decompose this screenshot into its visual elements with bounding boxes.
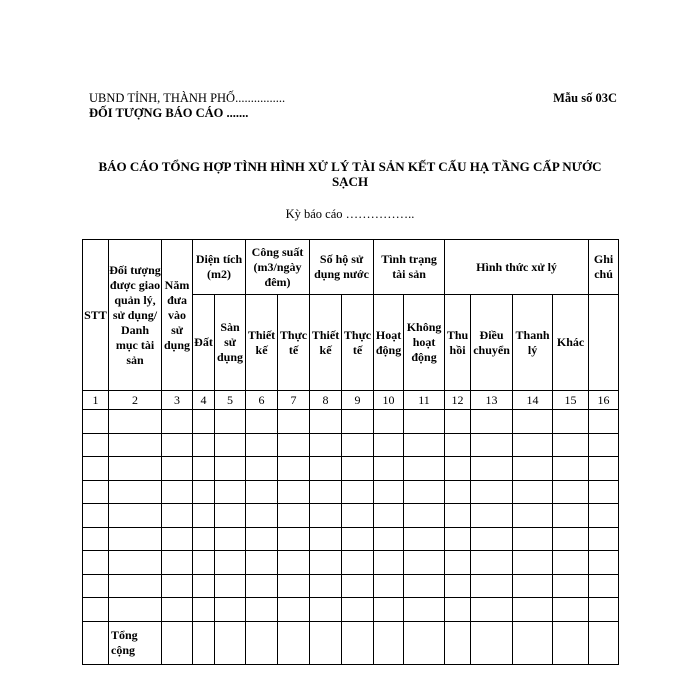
table-cell[interactable] bbox=[109, 551, 162, 575]
table-cell[interactable] bbox=[553, 433, 589, 457]
table-cell[interactable] bbox=[513, 457, 553, 481]
table-cell[interactable] bbox=[278, 457, 310, 481]
form-number: Mẫu số 03C bbox=[553, 91, 617, 105]
table-cell[interactable] bbox=[404, 527, 445, 551]
column-index-cell: 10 bbox=[374, 391, 404, 410]
col-entity: Đối tượng được giao quản lý, sử dụng/ Danh mục tài sản bbox=[109, 240, 162, 391]
table-cell[interactable] bbox=[513, 527, 553, 551]
table-cell[interactable] bbox=[589, 504, 619, 528]
table-cell[interactable] bbox=[109, 598, 162, 622]
table-cell[interactable] bbox=[278, 551, 310, 575]
table-cell[interactable] bbox=[162, 551, 193, 575]
table-cell[interactable] bbox=[215, 574, 246, 598]
table-cell[interactable] bbox=[109, 574, 162, 598]
table-cell[interactable] bbox=[404, 433, 445, 457]
table-cell[interactable] bbox=[193, 410, 215, 434]
total-cell[interactable] bbox=[374, 621, 404, 664]
total-label: Tổng cộng bbox=[109, 621, 162, 664]
col-stt: STT bbox=[83, 240, 109, 391]
table-row bbox=[83, 598, 619, 622]
table-cell[interactable] bbox=[404, 574, 445, 598]
header-org: UBND TỈNH, THÀNH PHỐ................ bbox=[89, 91, 286, 105]
table-row bbox=[83, 457, 619, 481]
table-cell[interactable] bbox=[471, 480, 513, 504]
header-subject: ĐỐI TƯỢNG BÁO CÁO ....... bbox=[89, 106, 249, 120]
table-cell[interactable] bbox=[83, 410, 109, 434]
table-cell[interactable] bbox=[310, 598, 342, 622]
table-cell[interactable] bbox=[342, 598, 374, 622]
table-cell[interactable] bbox=[215, 457, 246, 481]
table-cell[interactable] bbox=[278, 527, 310, 551]
table-cell[interactable] bbox=[193, 527, 215, 551]
table-cell[interactable] bbox=[513, 598, 553, 622]
table-cell[interactable] bbox=[246, 410, 278, 434]
table-cell[interactable] bbox=[193, 480, 215, 504]
table-cell[interactable] bbox=[193, 457, 215, 481]
table-cell[interactable] bbox=[310, 574, 342, 598]
col-households-design: Thiết kế bbox=[310, 295, 342, 391]
col-disposal-liquidate: Thanh lý bbox=[513, 295, 553, 391]
table-cell[interactable] bbox=[109, 410, 162, 434]
column-index-cell: 16 bbox=[589, 391, 619, 410]
table-cell[interactable] bbox=[513, 433, 553, 457]
table-row bbox=[83, 433, 619, 457]
table-cell[interactable] bbox=[109, 433, 162, 457]
col-area: Diện tích (m2) bbox=[193, 240, 246, 295]
table-cell[interactable] bbox=[404, 410, 445, 434]
table-cell[interactable] bbox=[310, 504, 342, 528]
table-cell[interactable] bbox=[83, 433, 109, 457]
table-cell[interactable] bbox=[215, 598, 246, 622]
table-cell[interactable] bbox=[445, 433, 471, 457]
col-year: Năm đưa vào sử dụng bbox=[162, 240, 193, 391]
table-cell[interactable] bbox=[374, 527, 404, 551]
col-disposal-transfer: Điều chuyển bbox=[471, 295, 513, 391]
table-cell[interactable] bbox=[589, 527, 619, 551]
table-cell[interactable] bbox=[310, 551, 342, 575]
total-cell[interactable] bbox=[404, 621, 445, 664]
column-index-cell: 15 bbox=[553, 391, 589, 410]
total-cell[interactable] bbox=[193, 621, 215, 664]
total-cell[interactable] bbox=[310, 621, 342, 664]
table-cell[interactable] bbox=[193, 433, 215, 457]
col-area-land: Đất bbox=[193, 295, 215, 391]
table-cell[interactable] bbox=[246, 598, 278, 622]
table-cell[interactable] bbox=[374, 551, 404, 575]
table-cell[interactable] bbox=[83, 574, 109, 598]
col-note: Ghi chú bbox=[589, 240, 619, 295]
table-cell[interactable] bbox=[162, 574, 193, 598]
col-capacity: Công suất (m3/ngày đêm) bbox=[246, 240, 310, 295]
table-cell[interactable] bbox=[553, 551, 589, 575]
column-index-cell: 1 bbox=[83, 391, 109, 410]
col-disposal-recover: Thu hồi bbox=[445, 295, 471, 391]
total-row bbox=[83, 621, 619, 664]
column-index-cell: 8 bbox=[310, 391, 342, 410]
table-cell[interactable] bbox=[310, 410, 342, 434]
table-cell[interactable] bbox=[342, 480, 374, 504]
table-cell[interactable] bbox=[246, 551, 278, 575]
table-cell[interactable] bbox=[342, 527, 374, 551]
table-cell[interactable] bbox=[589, 410, 619, 434]
column-index-cell: 14 bbox=[513, 391, 553, 410]
table-cell[interactable] bbox=[109, 480, 162, 504]
table-cell[interactable] bbox=[589, 433, 619, 457]
table-cell[interactable] bbox=[162, 527, 193, 551]
table-cell[interactable] bbox=[278, 410, 310, 434]
col-disposal: Hình thức xử lý bbox=[445, 240, 589, 295]
col-area-floor: Sàn sử dụng bbox=[215, 295, 246, 391]
table-cell[interactable] bbox=[83, 598, 109, 622]
table-cell[interactable] bbox=[374, 574, 404, 598]
total-cell[interactable] bbox=[215, 621, 246, 664]
col-status: Tình trạng tài sản bbox=[374, 240, 445, 295]
column-index-cell: 13 bbox=[471, 391, 513, 410]
table-cell[interactable] bbox=[342, 457, 374, 481]
table-cell[interactable] bbox=[278, 574, 310, 598]
table-cell[interactable] bbox=[83, 551, 109, 575]
col-households-actual: Thực tế bbox=[342, 295, 374, 391]
table-cell[interactable] bbox=[374, 457, 404, 481]
table-cell[interactable] bbox=[246, 457, 278, 481]
column-index-cell: 7 bbox=[278, 391, 310, 410]
table-cell[interactable] bbox=[445, 527, 471, 551]
table-cell[interactable] bbox=[553, 527, 589, 551]
table-cell[interactable] bbox=[215, 433, 246, 457]
table-cell[interactable] bbox=[246, 504, 278, 528]
table-row bbox=[83, 410, 619, 434]
table-cell[interactable] bbox=[342, 504, 374, 528]
table-cell[interactable] bbox=[215, 480, 246, 504]
report-table bbox=[82, 239, 619, 665]
table-cell[interactable] bbox=[162, 480, 193, 504]
table-cell[interactable] bbox=[342, 433, 374, 457]
table-cell[interactable] bbox=[553, 410, 589, 434]
column-index-cell: 9 bbox=[342, 391, 374, 410]
column-index-cell: 4 bbox=[193, 391, 215, 410]
column-index-row bbox=[83, 391, 619, 410]
table-cell[interactable] bbox=[278, 504, 310, 528]
table-cell[interactable] bbox=[553, 457, 589, 481]
table-cell[interactable] bbox=[246, 574, 278, 598]
column-index-cell: 2 bbox=[109, 391, 162, 410]
table-cell[interactable] bbox=[342, 410, 374, 434]
table-cell[interactable] bbox=[513, 551, 553, 575]
table-cell[interactable] bbox=[193, 551, 215, 575]
column-index-cell: 12 bbox=[445, 391, 471, 410]
table-cell[interactable] bbox=[162, 410, 193, 434]
column-index-cell: 5 bbox=[215, 391, 246, 410]
table-cell[interactable] bbox=[445, 504, 471, 528]
table-cell[interactable] bbox=[246, 527, 278, 551]
table-cell[interactable] bbox=[342, 551, 374, 575]
table-cell[interactable] bbox=[513, 574, 553, 598]
total-cell[interactable] bbox=[553, 621, 589, 664]
table-row bbox=[83, 574, 619, 598]
report-period: Kỳ báo cáo …………….. bbox=[285, 207, 415, 221]
table-cell[interactable] bbox=[445, 410, 471, 434]
table-cell[interactable] bbox=[404, 504, 445, 528]
total-cell[interactable] bbox=[342, 621, 374, 664]
total-cell[interactable] bbox=[445, 621, 471, 664]
table-cell[interactable] bbox=[589, 574, 619, 598]
table-cell[interactable] bbox=[193, 574, 215, 598]
table-cell[interactable] bbox=[471, 457, 513, 481]
total-cell[interactable] bbox=[589, 621, 619, 664]
table-cell[interactable] bbox=[215, 527, 246, 551]
table-cell[interactable] bbox=[589, 551, 619, 575]
table-cell[interactable] bbox=[109, 504, 162, 528]
table-row bbox=[83, 551, 619, 575]
table-cell[interactable] bbox=[215, 551, 246, 575]
table-cell[interactable] bbox=[445, 480, 471, 504]
table-cell[interactable] bbox=[445, 574, 471, 598]
table-cell[interactable] bbox=[445, 457, 471, 481]
table-cell[interactable] bbox=[109, 527, 162, 551]
col-status-inactive: Không hoạt động bbox=[404, 295, 445, 391]
col-capacity-actual: Thực tế bbox=[278, 295, 310, 391]
table-cell[interactable] bbox=[278, 480, 310, 504]
table-cell[interactable] bbox=[193, 598, 215, 622]
table-cell[interactable] bbox=[278, 598, 310, 622]
table-cell[interactable] bbox=[513, 410, 553, 434]
table-cell[interactable] bbox=[445, 598, 471, 622]
table-cell[interactable] bbox=[404, 457, 445, 481]
table-cell[interactable] bbox=[162, 433, 193, 457]
total-cell[interactable] bbox=[162, 621, 193, 664]
table-cell[interactable] bbox=[246, 433, 278, 457]
table-cell[interactable] bbox=[471, 504, 513, 528]
table-cell[interactable] bbox=[513, 480, 553, 504]
table-cell[interactable] bbox=[553, 504, 589, 528]
col-capacity-design: Thiết kế bbox=[246, 295, 278, 391]
table-cell[interactable] bbox=[553, 598, 589, 622]
table-cell[interactable] bbox=[471, 598, 513, 622]
col-households: Số hộ sử dụng nước bbox=[310, 240, 374, 295]
table-cell[interactable] bbox=[83, 527, 109, 551]
table-cell[interactable] bbox=[471, 527, 513, 551]
table-cell[interactable] bbox=[109, 457, 162, 481]
table-cell[interactable] bbox=[162, 504, 193, 528]
column-index-cell: 11 bbox=[404, 391, 445, 410]
table-cell[interactable] bbox=[310, 527, 342, 551]
table-cell[interactable] bbox=[215, 410, 246, 434]
table-cell[interactable] bbox=[404, 480, 445, 504]
table-cell[interactable] bbox=[342, 574, 374, 598]
total-cell[interactable] bbox=[246, 621, 278, 664]
table-cell[interactable] bbox=[246, 480, 278, 504]
table-cell[interactable] bbox=[404, 551, 445, 575]
column-index-cell: 3 bbox=[162, 391, 193, 410]
table-cell[interactable] bbox=[589, 480, 619, 504]
table-cell[interactable] bbox=[374, 598, 404, 622]
table-row bbox=[83, 480, 619, 504]
table-cell[interactable] bbox=[278, 433, 310, 457]
col-status-active: Hoạt động bbox=[374, 295, 404, 391]
table-cell[interactable] bbox=[374, 480, 404, 504]
total-cell[interactable] bbox=[278, 621, 310, 664]
table-row bbox=[83, 527, 619, 551]
col-note-blank bbox=[589, 295, 619, 391]
table-cell[interactable] bbox=[83, 504, 109, 528]
table-cell[interactable] bbox=[553, 480, 589, 504]
table-cell[interactable] bbox=[162, 598, 193, 622]
table-cell[interactable] bbox=[471, 551, 513, 575]
report-title: BÁO CÁO TỔNG HỢP TÌNH HÌNH XỬ LÝ TÀI SẢN KẾT CẤU HẠ TẦNG CẤP NƯỚC SẠCH bbox=[98, 159, 602, 189]
table-cell[interactable] bbox=[589, 457, 619, 481]
table-cell[interactable] bbox=[162, 457, 193, 481]
table-cell[interactable] bbox=[83, 457, 109, 481]
table-cell[interactable] bbox=[589, 598, 619, 622]
table-cell[interactable] bbox=[310, 480, 342, 504]
table-row bbox=[83, 504, 619, 528]
col-disposal-other: Khác bbox=[553, 295, 589, 391]
table-cell[interactable] bbox=[193, 504, 215, 528]
table-cell[interactable] bbox=[513, 504, 553, 528]
table-cell[interactable] bbox=[471, 410, 513, 434]
total-cell[interactable] bbox=[83, 621, 109, 664]
column-index-cell: 6 bbox=[246, 391, 278, 410]
table-cell[interactable] bbox=[83, 480, 109, 504]
table-cell[interactable] bbox=[374, 410, 404, 434]
table-cell[interactable] bbox=[310, 433, 342, 457]
table-cell[interactable] bbox=[553, 574, 589, 598]
table-cell[interactable] bbox=[471, 433, 513, 457]
table-cell[interactable] bbox=[374, 433, 404, 457]
table-cell[interactable] bbox=[310, 457, 342, 481]
total-cell[interactable] bbox=[513, 621, 553, 664]
table-cell[interactable] bbox=[445, 551, 471, 575]
table-cell[interactable] bbox=[374, 504, 404, 528]
table-cell[interactable] bbox=[215, 504, 246, 528]
table-cell[interactable] bbox=[471, 574, 513, 598]
table-cell[interactable] bbox=[404, 598, 445, 622]
total-cell[interactable] bbox=[471, 621, 513, 664]
